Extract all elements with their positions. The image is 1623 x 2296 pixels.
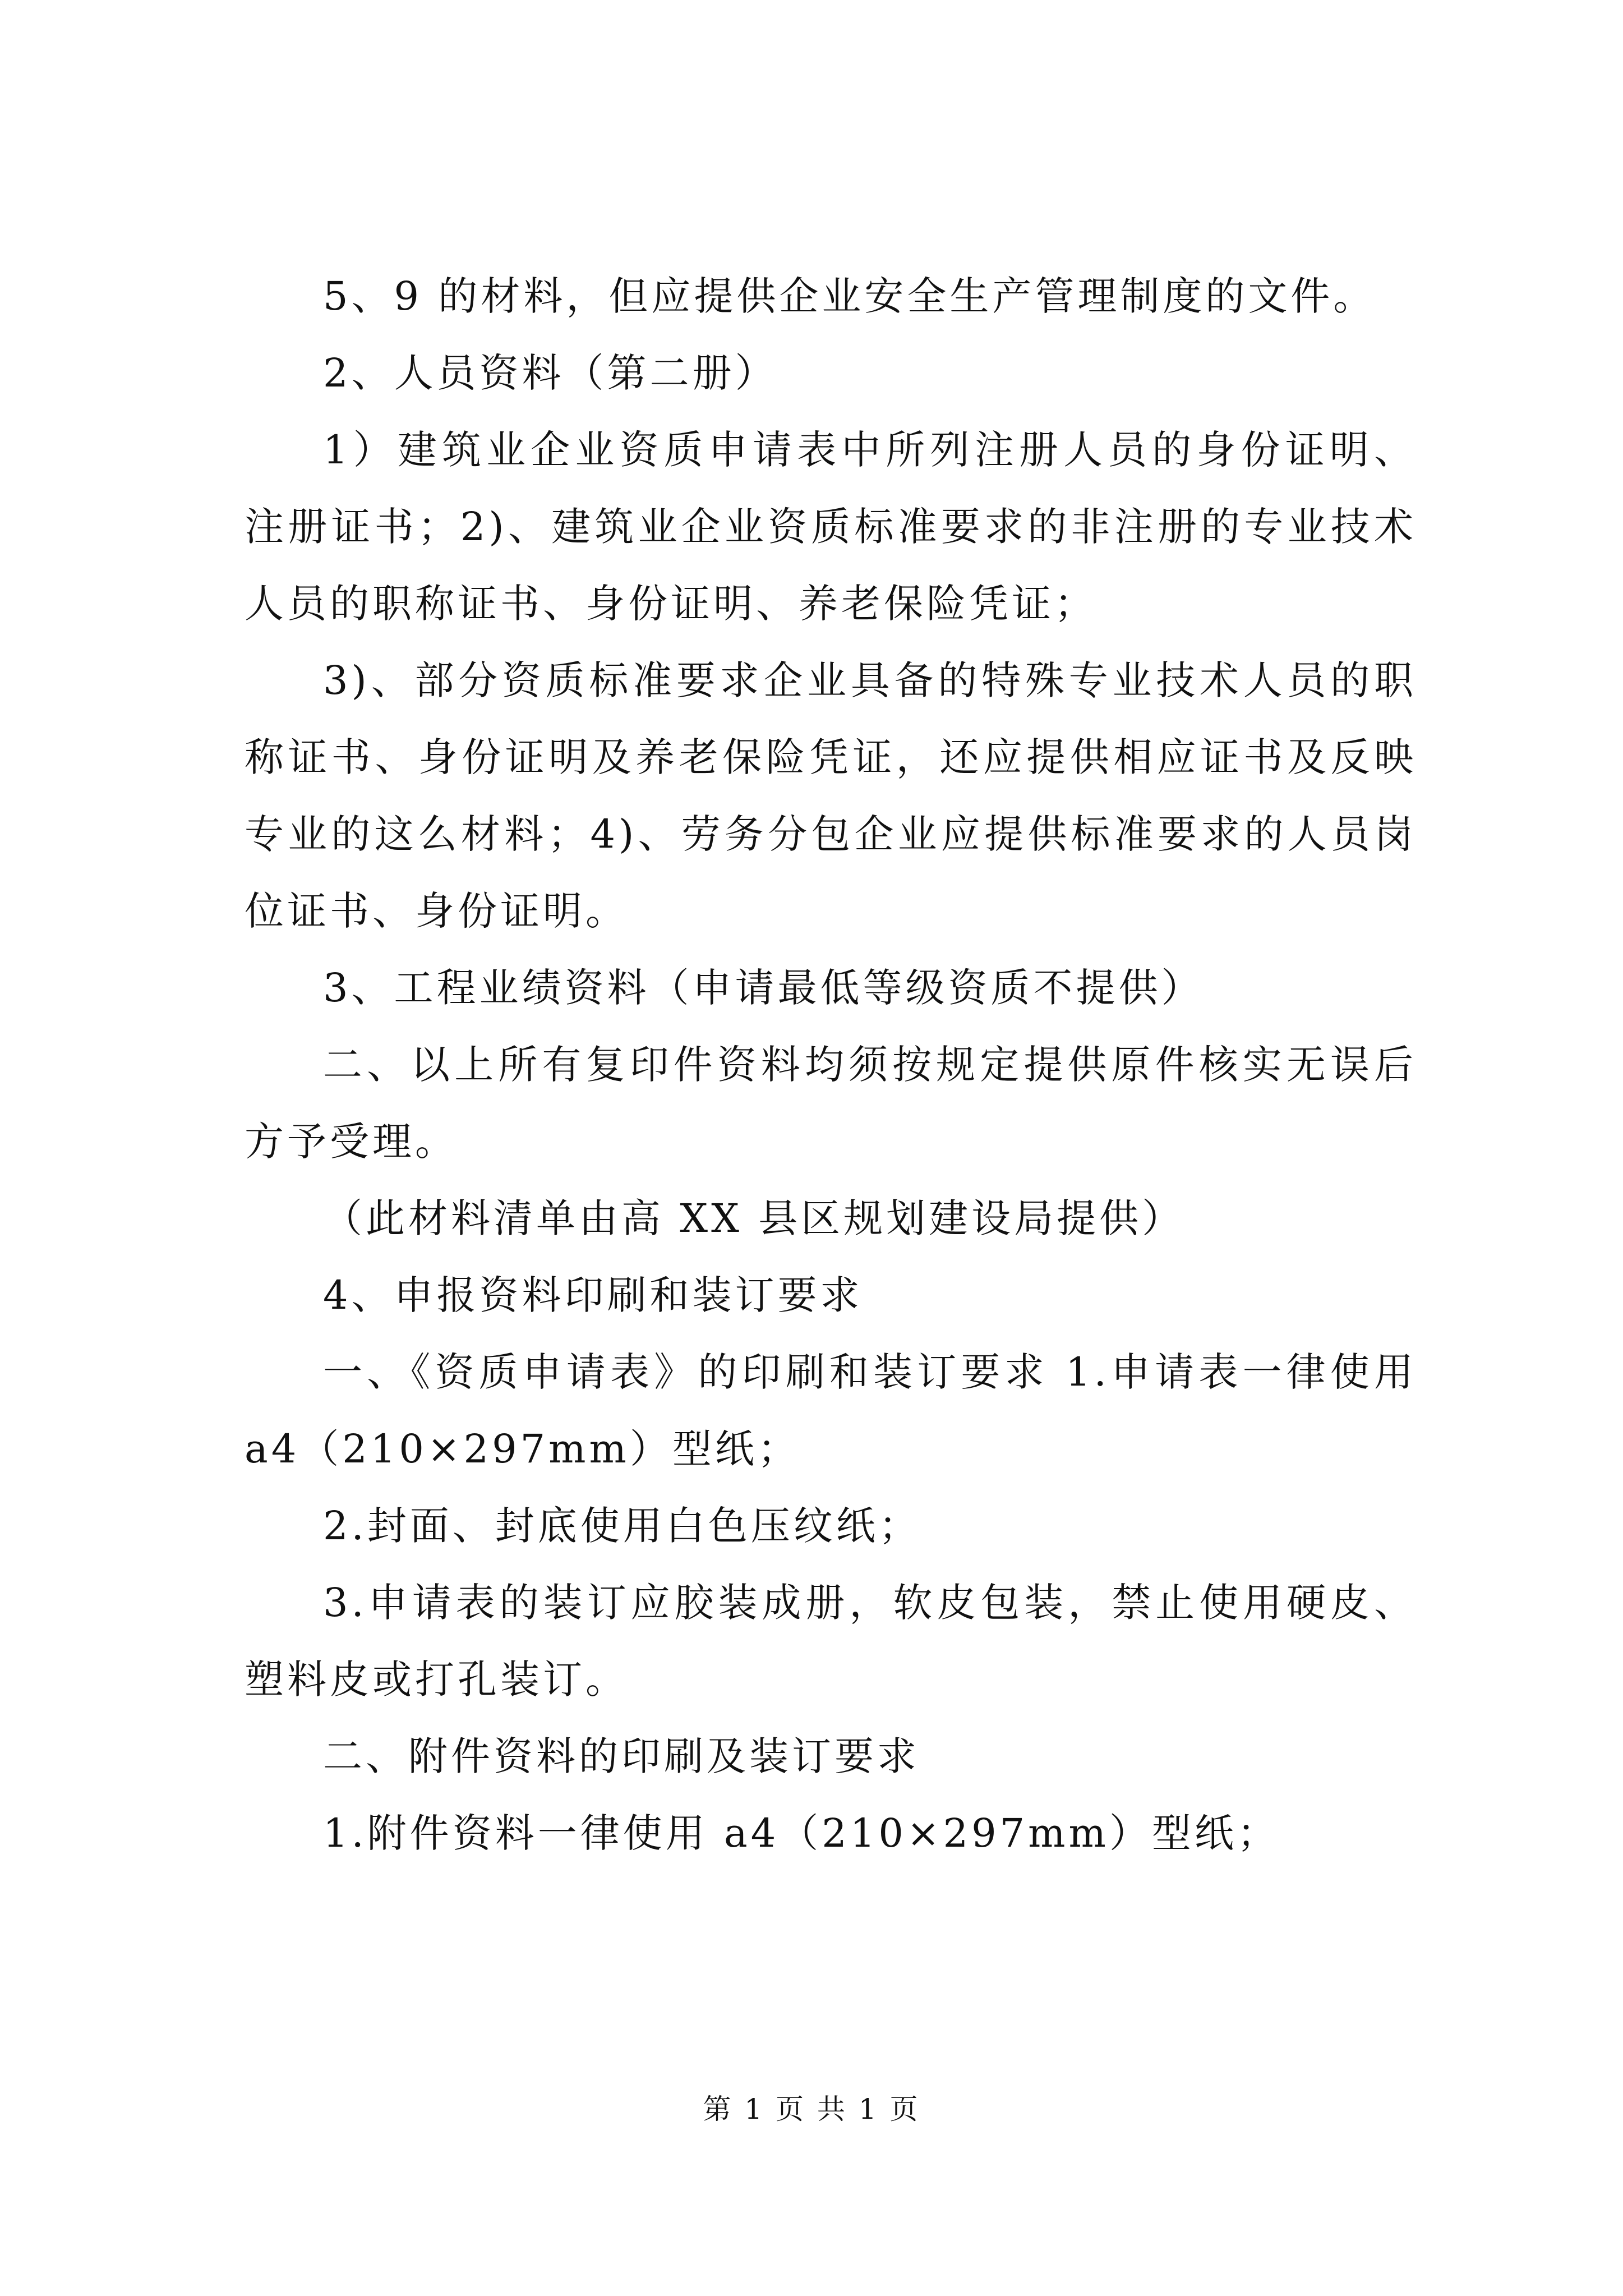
page-footer: 第 1 页 共 1 页 xyxy=(703,2093,920,2125)
paragraph-2: 2、人员资料（第二册） xyxy=(323,350,778,396)
paragraph-7: （此材料清单由高 XX 县区规划建设局提供） xyxy=(323,1195,1185,1241)
paragraph-12: 二、附件资料的印刷及装订要求 xyxy=(323,1733,920,1779)
paragraph-11: 3.申请表的装订应胶装成册，软皮包装，禁止使用硬皮、塑料皮或打孔装订。 xyxy=(245,1580,1417,1703)
paragraph-4: 3)、部分资质标准要求企业具备的特殊专业技术人员的职称证书、身份证明及养老保险凭证，还应提供相应证书及反映专业的这么材料；4)、劳务分包企业应提供标准要求的人员岗位证书、身份证明。 xyxy=(245,657,1417,934)
paragraph-6: 二、以上所有复印件资料均须按规定提供原件核实无误后方予受理。 xyxy=(245,1042,1417,1165)
document-body xyxy=(245,258,1417,1872)
paragraph-8: 4、申报资料印刷和装订要求 xyxy=(323,1272,863,1318)
paragraph-10: 2.封面、封底使用白色压纹纸； xyxy=(323,1503,921,1549)
paragraph-9: 一、《资质申请表》的印刷和装订要求 1.申请表一律使用 a4（210×297mm）型纸； xyxy=(245,1349,1417,1472)
paragraph-13: 1.附件资料一律使用 a4（210×297mm）型纸； xyxy=(323,1810,1280,1856)
paragraph-1: 5、9 的材料，但应提供企业安全生产管理制度的文件。 xyxy=(323,273,1376,319)
paragraph-5: 3、工程业绩资料（申请最低等级资质不提供） xyxy=(323,965,1204,1011)
paragraph-3: 1）建筑业企业资质申请表中所列注册人员的身份证明、注册证书；2)、建筑业企业资质标准要求的非注册的专业技术人员的职称证书、身份证明、养老保险凭证； xyxy=(245,427,1417,627)
